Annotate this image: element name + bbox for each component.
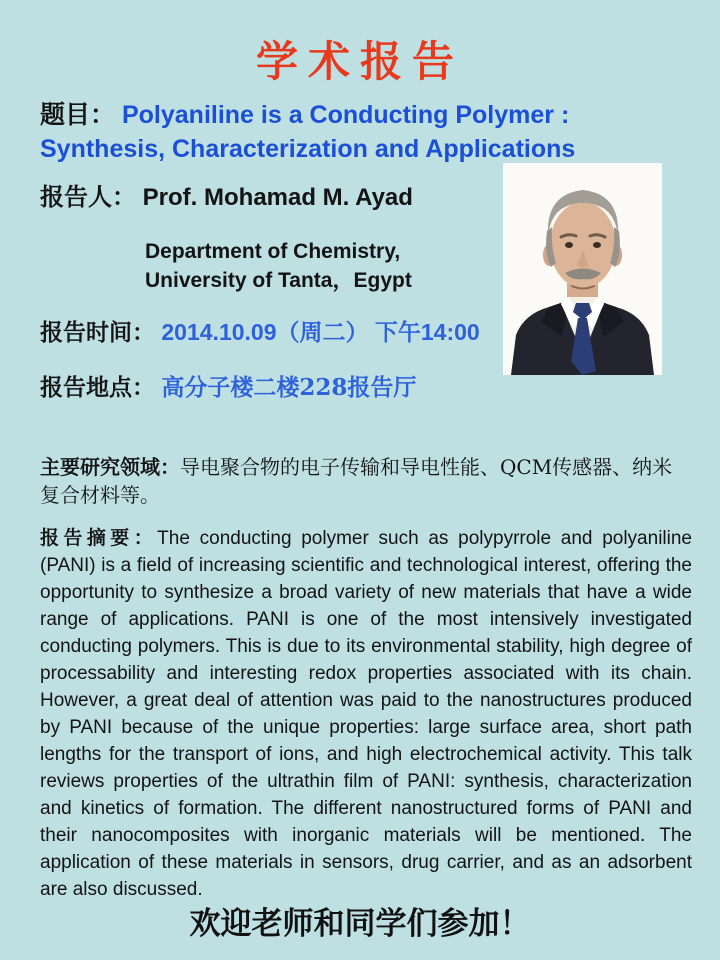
research-areas-label: 主要研究领域： [40, 455, 180, 479]
research-areas-text: 导电聚合物的电子传输和导电性能、QCM传感器、纳米复合材料等。 [40, 455, 673, 507]
time-label: 报告时间： [40, 319, 155, 346]
topic-text: Polyaniline is a Conducting Polymer : Synthesis, Characterization and Applications [40, 101, 576, 163]
speaker-portrait-illustration [503, 163, 662, 375]
abstract-label: 报告摘要： [40, 527, 158, 549]
research-areas [40, 453, 692, 509]
abstract-text: The conducting polymer such as polypyrrole and polyaniline (PANI) is a field of increasing scientific and technological interest, offering the opportunity to synthesize a broad variety of new materials that have a wide range of applications. PANI is one of the most intensively investigated conducting polymers. This is due to its environmental stability, high degree of processability and interesting redox properties associated with its chain. However, a great deal of attention was paid to the nanostructures produced by PANI because of the unique properties: large surface area, short path lengths for the transport of ions, and high electrochemical activity. This talk reviews properties of the ultrathin film of PANI: synthesis, characterization and kinetics of formation. The different nanostructured forms of PANI and their nanocomposites with inorganic materials will be mentioned. The application of these materials in sensors, drug carrier, and as an adsorbent are also discussed. [40, 528, 692, 900]
time-value: 2014.10.09（周二） 下午14:00 [161, 319, 480, 345]
speaker-name: Prof. Mohamad M. Ayad [142, 184, 413, 211]
venue-label: 报告地点： [40, 374, 155, 401]
venue-value: 高分子楼二楼228报告厅 [161, 374, 417, 401]
topic-line [40, 98, 690, 166]
speaker-photo [503, 163, 662, 375]
speaker-label: 报告人： [40, 182, 136, 211]
welcome-footer: 欢迎老师和同学们参加！ [189, 906, 531, 942]
affiliation-line-2: University of Tanta，Egypt [145, 269, 412, 292]
speaker-affiliation [145, 237, 495, 295]
topic-label: 题目： [40, 100, 116, 129]
venue-line [40, 372, 690, 403]
affiliation-line-1: Department of Chemistry, [145, 240, 401, 263]
abstract [40, 525, 692, 903]
poster-title: 学术报告 [255, 37, 464, 86]
